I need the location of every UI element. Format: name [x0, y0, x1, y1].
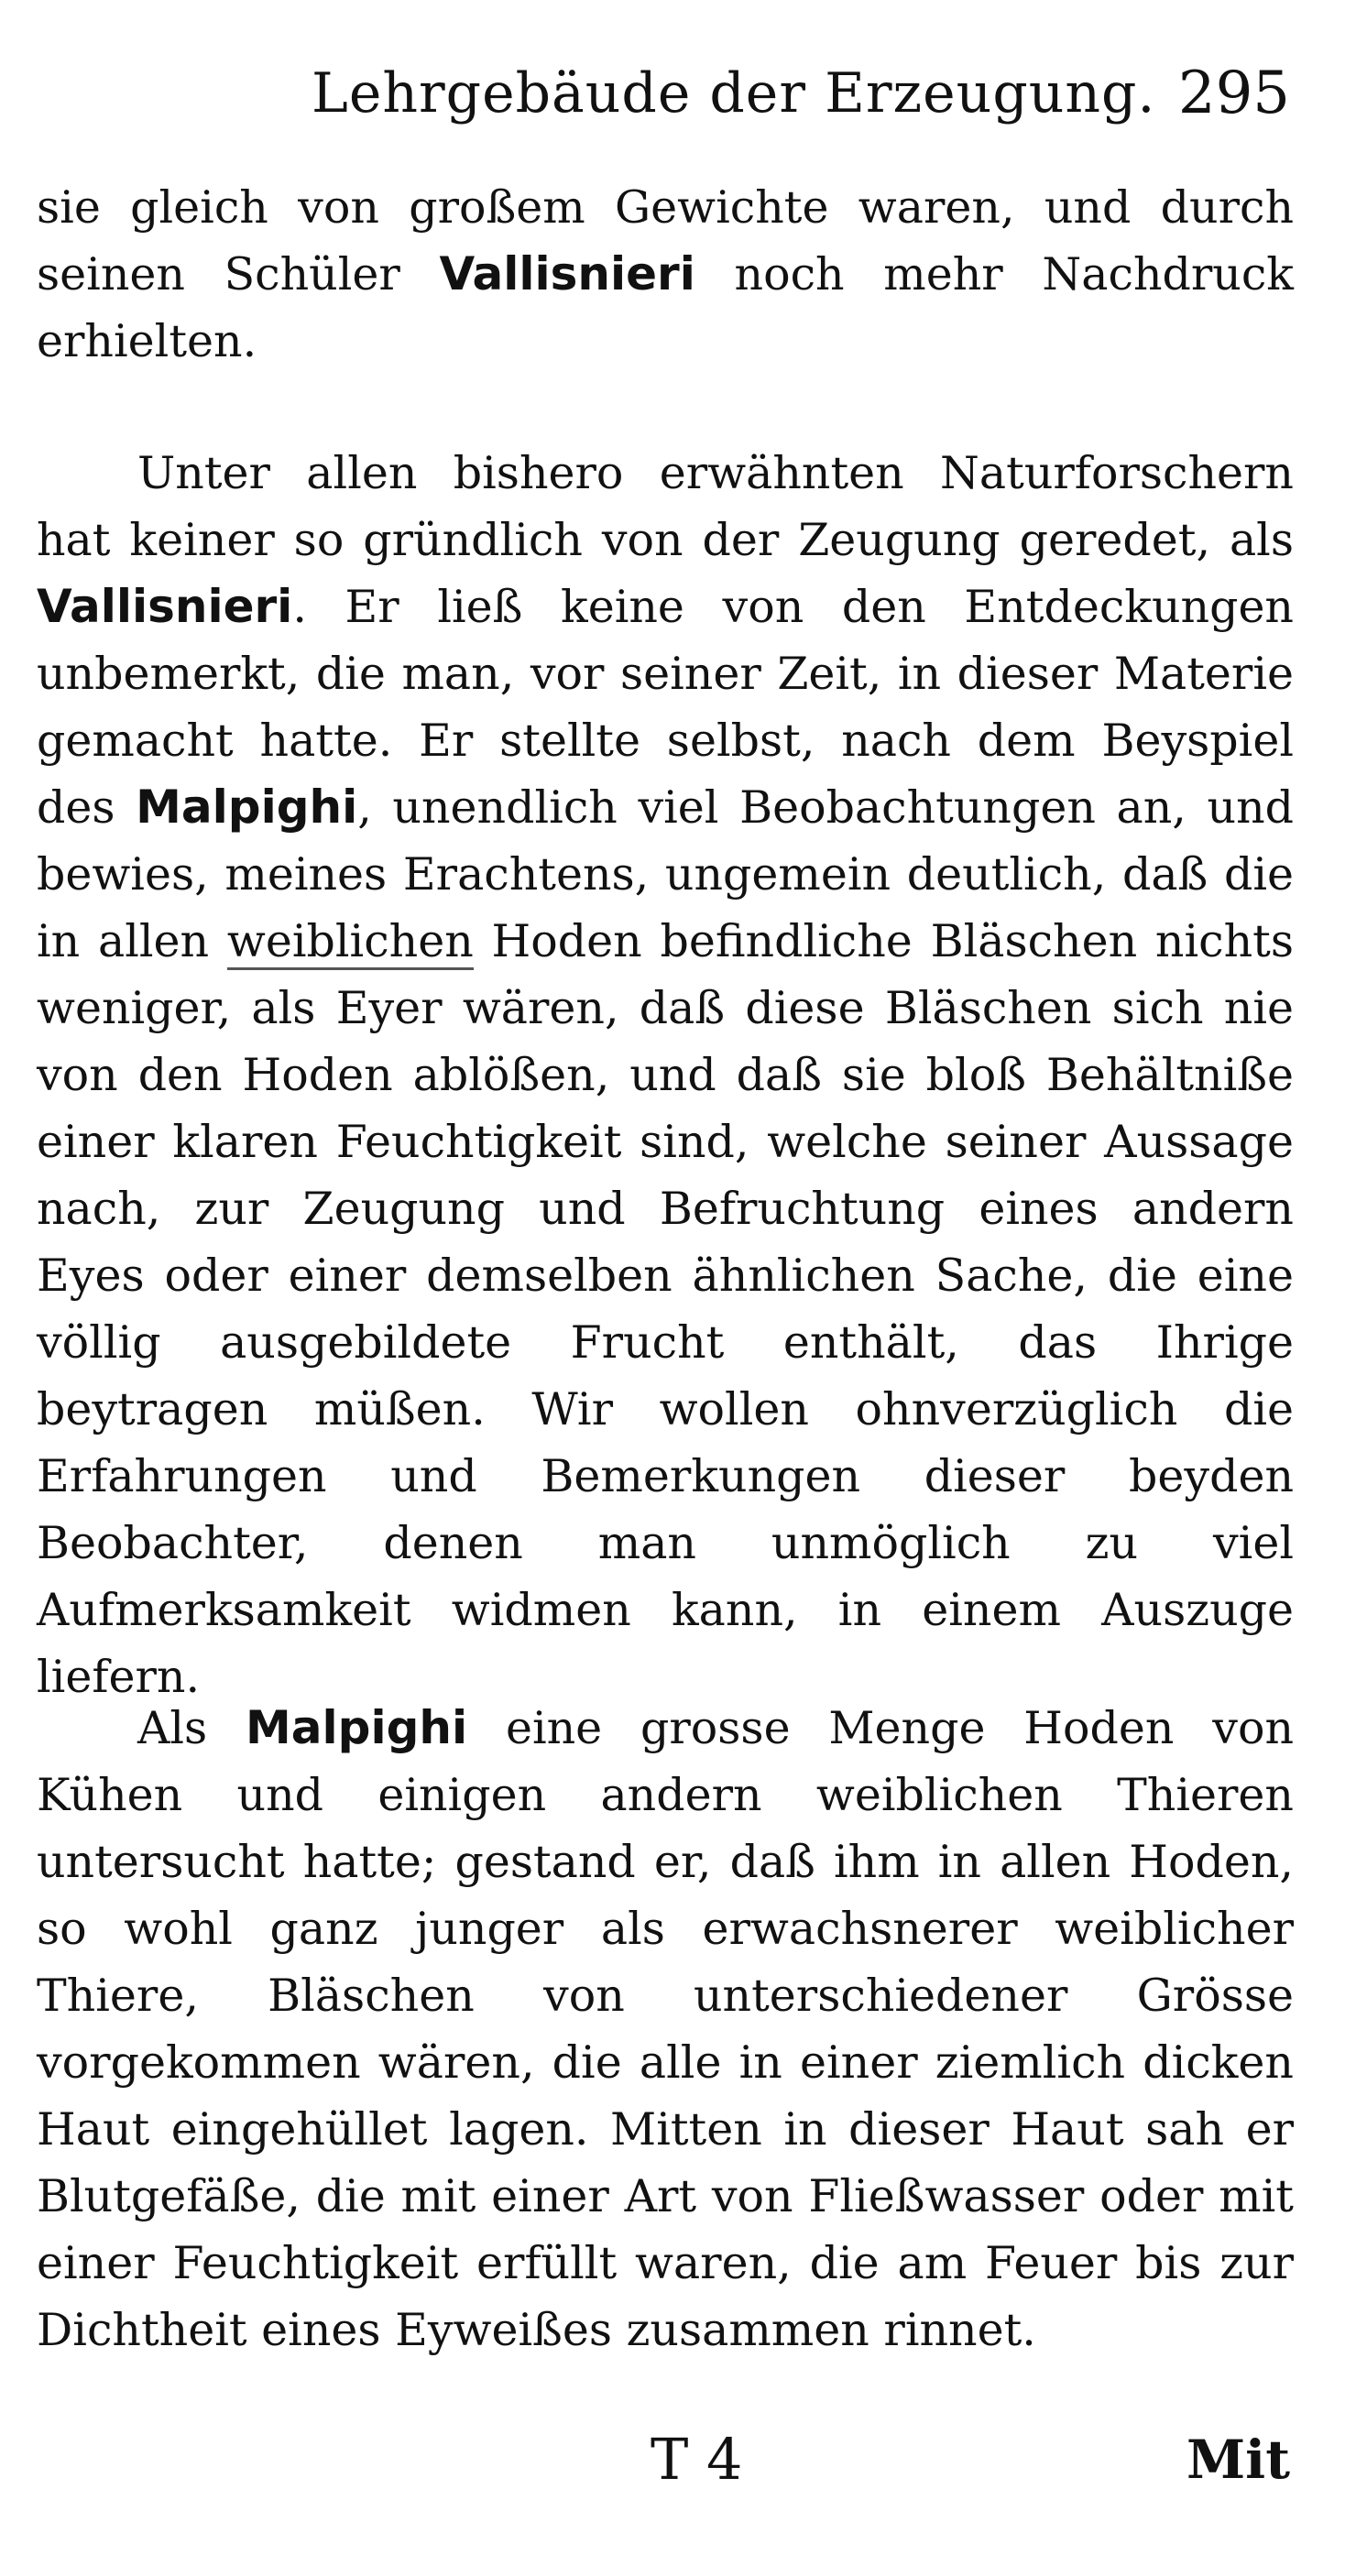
person-name: Vallisnieri — [439, 247, 695, 300]
catchword: Mit — [1186, 2429, 1290, 2491]
text-run: . Er ließ keine von den Entdeckungen unbemerkt, die man, vor seiner Zeit, in dieser Materie gemacht hatte. Er stellte selbst, nach dem Beyspiel des — [37, 581, 1294, 834]
person-name: Vallisnieri — [37, 580, 293, 633]
running-head — [37, 48, 1290, 139]
paragraph — [37, 1695, 1294, 2363]
paragraph-continuation — [37, 174, 1294, 375]
page-footer — [0, 2418, 1290, 2501]
text-run: sie gleich von großem Gewichte waren, und durch seinen Schüler — [37, 181, 1294, 300]
running-head-title: Lehrgebäude der Erzeugung. — [312, 61, 1156, 126]
text-run: Als — [137, 1702, 246, 1754]
text-run: Hoden befindliche Bläschen nichts weniger, als Eyer wären, daß diese Bläschen sich nie von den Hoden ablößen, und daß sie bloß Behältniße einer klaren Feuchtigkeit sind, welche seiner Aussage nach, zur Zeugung und Befruchtung eines andern Eyes oder einer demselben ähnlichen Sache, die eine völlig ausgebildete Frucht enthält, das Ihrige beytragen müßen. Wir wollen ohnverzüglich die Erfahrungen und Bemerkungen dieser beyden Beobachter, denen man unmöglich zu viel Aufmerksamkeit widmen kann, in einem Auszuge liefern. — [37, 915, 1294, 1703]
underlined-word: weiblichen — [227, 915, 474, 970]
text-run: noch mehr Nachdruck erhielten. — [37, 248, 1294, 367]
person-name: Malpighi — [246, 1701, 468, 1754]
text-run: , unendlich viel Beobachtungen an, und bewies, meines Erachtens, ungemein deutlich, daß die in allen — [37, 781, 1294, 967]
text-run: eine grosse Menge Hoden von Kühen und einigen andern weiblichen Thieren untersucht hatte; gestand er, daß ihm in allen Hoden, so wohl ganz junger als erwachsnerer weiblicher Thiere, Bläschen von unterschiedener Grösse vorgekommen wären, die alle in einer ziemlich dicken Haut eingehüllet lagen. Mitten in dieser Haut sah er Blutgefäße, die mit einer Art von Fließwasser oder mit einer Feuchtigkeit erfüllt waren, die am Feuer bis zur Dichtheit eines Eyweißes zusammen rinnet. — [37, 1702, 1294, 2356]
paragraph — [37, 440, 1294, 1710]
person-name: Malpighi — [136, 780, 358, 834]
text-run: Unter allen bishero erwähnten Naturforschern hat keiner so gründlich von der Zeugung geredet, als — [37, 447, 1294, 566]
page-number: 295 — [1177, 60, 1290, 127]
signature-mark: T 4 — [651, 2426, 743, 2493]
